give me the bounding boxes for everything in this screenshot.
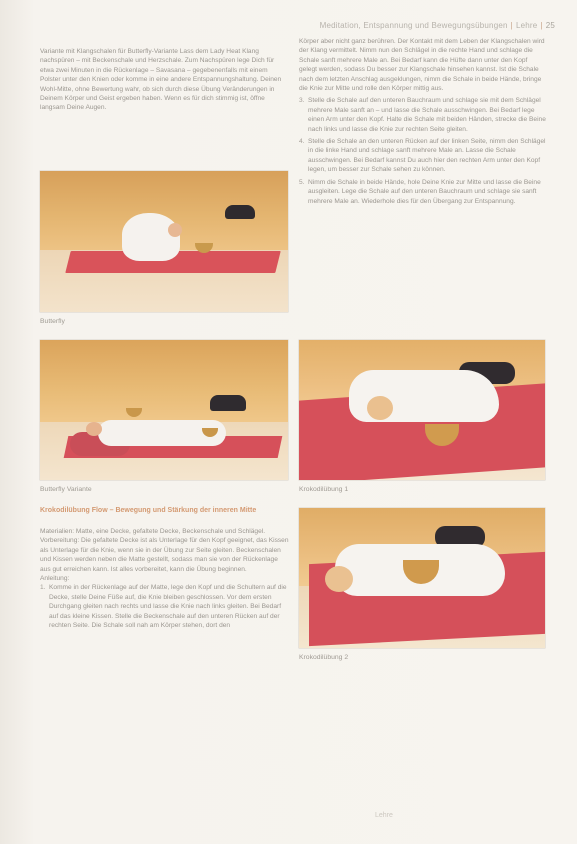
left-top-paragraph [40, 47, 288, 113]
right-intro-paragraph: Körper aber nicht ganz berühren. Der Kontakt mit dem Leben der Klangschalen wird der Klang vermittelt. Nimm nun den Schlägel in die rechte Hand und schlage die Schale sanft mehrere Male an. Bei Bedarf kann die Hüfte dann unter den Kopf gelegt werden, sodass Du besser zur Klangschale hinsehen kannst. Ist die Schale nach dem letzten Anschlag ausgeklungen, nimm die Schale in beide Hände, bringe die Knie zur Mitte und rolle den Körper mittig aus. [299, 38, 545, 93]
photo-caption: Butterfly [40, 318, 65, 325]
section-body [40, 527, 290, 630]
instruction-step [299, 96, 547, 137]
person-head [367, 396, 393, 420]
bolster-cushion [210, 395, 246, 411]
step-number: 3. [299, 97, 305, 105]
person-head [86, 422, 102, 436]
header-separator: | [510, 21, 513, 30]
step-number: 5. [299, 178, 305, 186]
photo-caption: Butterfly Variante [40, 486, 92, 493]
photo-caption: Krokodilübung 1 [299, 486, 349, 493]
anleitung-label: Anleitung: [40, 575, 70, 583]
instruction-step [299, 137, 547, 178]
paragraph-text: Variante mit Klangschalen für Butterfly-Variante Lass dem Lady Heat Klang nachspüren – mit Beckenschale und Herzschale. Zum Nachspüren lege Dich für etwa zwei Minuten in die Rückenlage – Savasana – gegebenenfalls mit einem Polster unter den Knien oder komme in eine andere Entspannungshaltung. Deinen Wohl-Mitte, ohne Bewertung wahr, ob sich durch diese Übung Veränderungen in Deinem Körper und Geist ergeben haben. Wenn es für dich stimmig ist, öffne langsam Deine Augen. [40, 48, 282, 112]
instruction-step [299, 178, 547, 209]
material-paragraph: Materialien: Matte, eine Decke, gefaltete Decke, Beckenschale und Schlägel. Vorbereitung: Die gefaltete Decke ist als Unterlage für den Kopf geeignet, das Kissen als Unterlage für die Knie, wenn sie in der Übung zur Seite gleiten. Beckenschalen und Kissen werden neben die Matte gestellt, sodass man sie von der Rückenlage aus gut erreichen kann. Ist alles vorbereitet, kann die Übung beginnen. [40, 528, 289, 573]
person-head [325, 566, 353, 592]
step-text: Stelle die Schale an den unteren Rücken auf der linken Seite, nimm den Schlägel in die linke Hand und schlage sanft mehrere Male an. Lasse die Schale ausschwingen. Bei Bedarf kannst Du auch hier den rechten Arm unter den Kopf legen, um besser zur Schale sehen zu können. [308, 138, 546, 174]
step-text: Komme in der Rückenlage auf der Matte, lege den Kopf und die Schultern auf die Decke, stelle Deine Füße auf, die Knie bleiben geschlossen. Vor dem ersten Durchgang gleiten nach rechts und lasse die Knie nach links gleiten. Bei Bedarf auf das kleine Kissen. Stelle die Beckenschale auf den unteren Rücken auf der rechten Seite. Die Schale soll nah am Körper stehen, dort den [49, 584, 287, 630]
right-column-text [299, 37, 547, 209]
photo-krokodil-1 [299, 340, 545, 480]
running-header [320, 21, 555, 30]
person-figure [122, 213, 180, 261]
step-text: Nimm die Schale in beide Hände, hole Deine Knie zur Mitte und lasse die Beine ausgleiten. Lege die Schale auf den unteren Bauchraum und schlage sie sanft mehrere Male an. Wiederhole dies für den Übergang zur Entspannung. [308, 178, 541, 205]
photo-wall [40, 340, 288, 424]
section-heading: Krokodilübung Flow – Bewegung und Stärkung der inneren Mitte [40, 507, 257, 514]
running-title: Meditation, Entspannung und Bewegungsübungen [319, 21, 508, 30]
photo-butterfly-variante [40, 340, 288, 480]
instruction-step [40, 583, 290, 630]
person-head [168, 223, 182, 237]
photo-krokodil-2 [299, 508, 545, 648]
footer-mark: Lehre [375, 812, 393, 819]
step-number: 1. [40, 584, 46, 592]
bolster-cushion [225, 205, 255, 219]
header-separator: | [540, 21, 543, 30]
page-number: 25 [545, 21, 555, 30]
photo-butterfly [40, 171, 288, 312]
step-number: 4. [299, 138, 305, 146]
step-text: Stelle die Schale auf den unteren Bauchraum und schlage sie mit dem Schlägel mehrere Male sanft an – und lasse die Schale ausschwingen. Bei Bedarf lege einen Arm unter den Kopf. Halte die Schale mit beiden Händen, strecke die Beine nach links und lasse die Knie zur rechten Seite gleiten. [308, 97, 546, 133]
header-section: Lehre [515, 21, 538, 30]
photo-caption: Krokodilübung 2 [299, 654, 349, 661]
